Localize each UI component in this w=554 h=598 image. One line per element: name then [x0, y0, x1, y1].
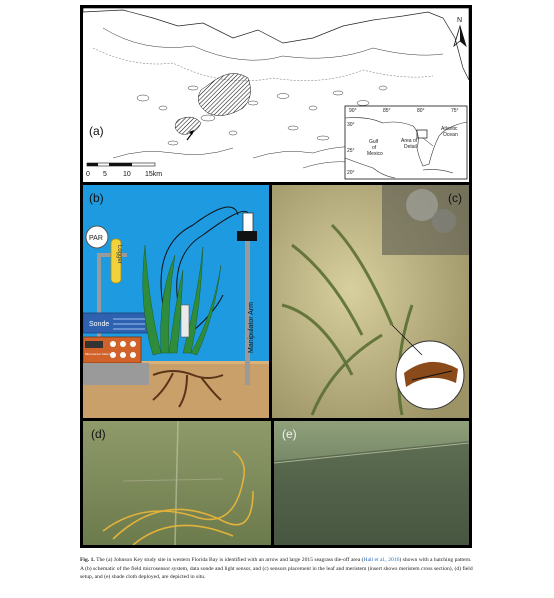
panel-a-label: (a)	[89, 124, 104, 138]
map-panel	[83, 8, 469, 182]
scale-tick-0: 0	[86, 171, 90, 178]
caption-reference-link[interactable]: Hall et al., 2016	[363, 557, 400, 563]
sensor-photo	[272, 185, 469, 418]
figure	[80, 5, 472, 548]
panel-c-label: (c)	[448, 191, 462, 205]
inset-lon-85: 85°	[383, 108, 391, 114]
panel-e-label: (e)	[282, 427, 297, 441]
field-setup-panel	[83, 421, 271, 545]
inset-gulf-3: Mexico	[367, 151, 383, 157]
inset-atlantic-2: Ocean	[443, 132, 458, 138]
sensor-photo-panel	[272, 185, 469, 418]
field-setup-photo	[83, 421, 271, 545]
manipulator-arm-label: Manipulator Arm	[248, 302, 255, 353]
inset-lon-80: 80°	[417, 108, 425, 114]
shade-cloth-panel	[274, 421, 469, 545]
inset-area-2: Detail	[404, 144, 417, 150]
schematic-graphic	[83, 185, 269, 418]
inset-lon-90: 90°	[349, 108, 357, 114]
inset-lon-75: 75°	[451, 108, 459, 114]
inset-lat-30: 30°	[347, 122, 355, 128]
north-label: N	[457, 17, 463, 24]
inset-area-1: Area of	[401, 138, 418, 144]
map-graphic	[83, 8, 469, 182]
logger-label: Logger	[116, 245, 122, 264]
figure-caption	[80, 556, 476, 582]
inset-lat-20: 20°	[347, 170, 355, 176]
sonde-label: Sonde	[89, 321, 110, 328]
scale-tick-10: 10	[123, 171, 131, 178]
inset-atlantic-1: Atlantic	[441, 126, 458, 132]
caption-text-2: ) shown with a hatching pattern. A (b) schematic of the field microsensor system, data sonde and light sensor, and (c) sensors placement in the leaf and meristem (insert shows meristem cross section), (d) field setup, and (e) shade cloth deployed, are depicted in situ.	[80, 557, 473, 580]
shade-cloth-photo	[274, 421, 469, 545]
inset-gulf-1: Gulf	[369, 139, 379, 145]
inset-gulf-2: of	[372, 145, 377, 151]
microsensor-label: Microsensor Meter	[85, 352, 110, 356]
caption-fig-number: Fig. 1.	[80, 557, 95, 563]
scale-tick-15km: 15km	[145, 171, 163, 178]
caption-text-1: The (a) Johnson Key study site in western Florida Bay is identified with an arrow and large 2015 seagrass die-off area (	[96, 557, 364, 563]
panel-d-label: (d)	[91, 427, 106, 441]
schematic-panel	[83, 185, 269, 418]
par-label: PAR	[89, 235, 103, 242]
panel-b-label: (b)	[89, 191, 104, 205]
inset-lat-25: 25°	[347, 148, 355, 154]
scale-tick-5: 5	[103, 171, 107, 178]
